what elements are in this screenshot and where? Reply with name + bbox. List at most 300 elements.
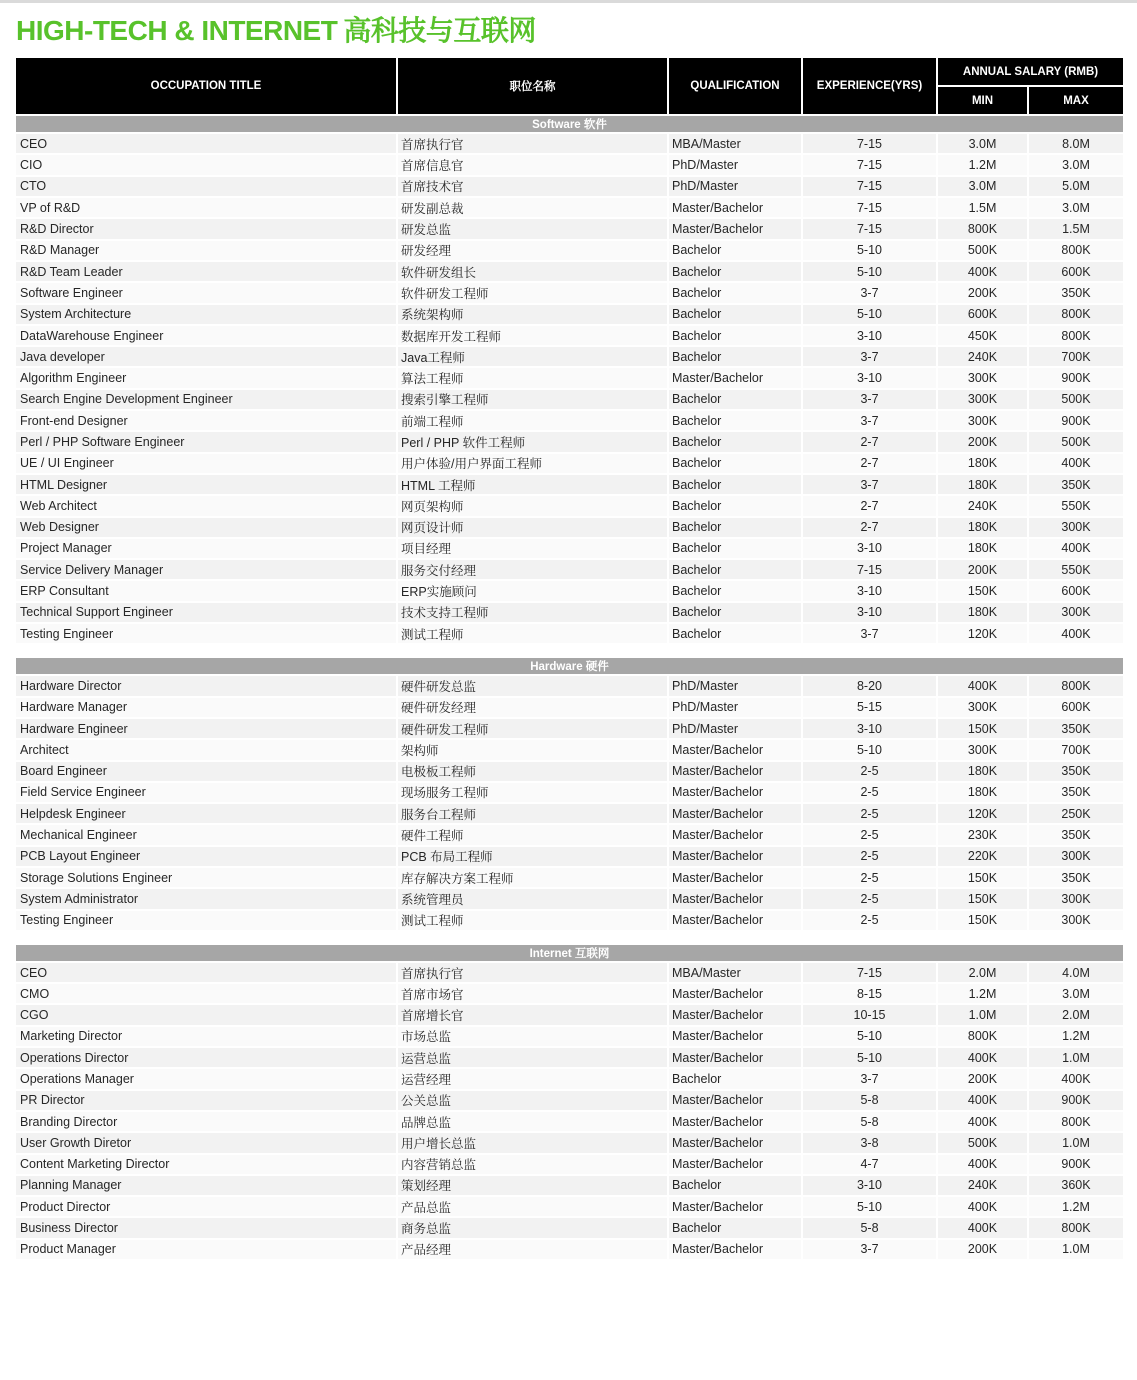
max-salary-cell: 800K (1028, 325, 1124, 346)
salary-table-body (15, 115, 1124, 1260)
min-salary-cell: 200K (937, 1068, 1028, 1089)
table-row (15, 1239, 1124, 1260)
title-zh-cell: 运营总监 (397, 1047, 668, 1068)
experience-cell: 8-15 (802, 983, 937, 1004)
qualification-cell: Master/Bachelor (668, 846, 802, 867)
max-salary-cell: 900K (1028, 1090, 1124, 1111)
title-zh-cell: 运营经理 (397, 1068, 668, 1089)
table-row (15, 888, 1124, 909)
title-zh-cell: 服务交付经理 (397, 559, 668, 580)
max-salary-cell: 400K (1028, 538, 1124, 559)
min-salary-cell: 180K (937, 761, 1028, 782)
title-zh-cell: 电极板工程师 (397, 761, 668, 782)
title-zh-cell: 技术支持工程师 (397, 602, 668, 623)
min-salary-cell: 300K (937, 410, 1028, 431)
experience-cell: 2-5 (802, 824, 937, 845)
table-row (15, 453, 1124, 474)
experience-cell: 3-10 (802, 580, 937, 601)
table-row (15, 675, 1124, 696)
table-row (15, 1090, 1124, 1111)
table-row (15, 580, 1124, 601)
min-salary-cell: 220K (937, 846, 1028, 867)
max-salary-cell: 1.2M (1028, 1026, 1124, 1047)
max-salary-cell: 300K (1028, 888, 1124, 909)
table-row (15, 803, 1124, 824)
min-salary-cell: 400K (937, 1196, 1028, 1217)
title-zh-cell: 内容营销总监 (397, 1154, 668, 1175)
occupation-title-cell: Web Architect (15, 495, 397, 516)
qualification-cell: Master/Bachelor (668, 761, 802, 782)
occupation-title-cell: ERP Consultant (15, 580, 397, 601)
qualification-cell: Bachelor (668, 1217, 802, 1238)
qualification-cell: Bachelor (668, 559, 802, 580)
title-zh-cell: PCB 布局工程师 (397, 846, 668, 867)
title-zh-cell: 硬件工程师 (397, 824, 668, 845)
qualification-cell: PhD/Master (668, 675, 802, 696)
page-title (16, 15, 1137, 47)
experience-cell: 3-7 (802, 623, 937, 644)
header-occupation-title: OCCUPATION TITLE (15, 57, 397, 115)
table-row (15, 410, 1124, 431)
occupation-title-cell: HTML Designer (15, 474, 397, 495)
min-salary-cell: 200K (937, 1239, 1028, 1260)
table-row (15, 474, 1124, 495)
occupation-title-cell: Storage Solutions Engineer (15, 867, 397, 888)
title-zh-cell: 测试工程师 (397, 910, 668, 931)
table-row (15, 867, 1124, 888)
header-qualification: QUALIFICATION (668, 57, 802, 115)
experience-cell: 2-5 (802, 910, 937, 931)
qualification-cell: Master/Bachelor (668, 888, 802, 909)
occupation-title-cell: Hardware Director (15, 675, 397, 696)
max-salary-cell: 800K (1028, 675, 1124, 696)
experience-cell: 5-10 (802, 739, 937, 760)
section-header-row (15, 115, 1124, 133)
max-salary-cell: 2.0M (1028, 1004, 1124, 1025)
experience-cell: 3-7 (802, 410, 937, 431)
max-salary-cell: 250K (1028, 803, 1124, 824)
experience-cell: 2-7 (802, 495, 937, 516)
min-salary-cell: 2.0M (937, 962, 1028, 983)
occupation-title-cell: Board Engineer (15, 761, 397, 782)
occupation-title-cell: System Administrator (15, 888, 397, 909)
experience-cell: 10-15 (802, 1004, 937, 1025)
min-salary-cell: 150K (937, 888, 1028, 909)
occupation-title-cell: Java developer (15, 346, 397, 367)
experience-cell: 3-10 (802, 538, 937, 559)
min-salary-cell: 400K (937, 1090, 1028, 1111)
occupation-title-cell: CEO (15, 133, 397, 154)
max-salary-cell: 400K (1028, 1068, 1124, 1089)
experience-cell: 3-8 (802, 1132, 937, 1153)
title-zh-cell: 网页设计师 (397, 517, 668, 538)
qualification-cell: Master/Bachelor (668, 824, 802, 845)
qualification-cell: PhD/Master (668, 697, 802, 718)
table-header (15, 57, 1124, 115)
min-salary-cell: 1.0M (937, 1004, 1028, 1025)
table-row (15, 197, 1124, 218)
qualification-cell: Bachelor (668, 240, 802, 261)
experience-cell: 2-7 (802, 453, 937, 474)
qualification-cell: Master/Bachelor (668, 1196, 802, 1217)
qualification-cell: Bachelor (668, 410, 802, 431)
occupation-title-cell: Project Manager (15, 538, 397, 559)
qualification-cell: Master/Bachelor (668, 739, 802, 760)
occupation-title-cell: R&D Team Leader (15, 261, 397, 282)
min-salary-cell: 3.0M (937, 176, 1028, 197)
min-salary-cell: 400K (937, 675, 1028, 696)
max-salary-cell: 350K (1028, 782, 1124, 803)
qualification-cell: Bachelor (668, 261, 802, 282)
max-salary-cell: 350K (1028, 867, 1124, 888)
experience-cell: 3-7 (802, 474, 937, 495)
experience-cell: 5-10 (802, 240, 937, 261)
occupation-title-cell: VP of R&D (15, 197, 397, 218)
table-row (15, 495, 1124, 516)
experience-cell: 7-15 (802, 962, 937, 983)
table-row (15, 367, 1124, 388)
min-salary-cell: 800K (937, 1026, 1028, 1047)
table-row (15, 133, 1124, 154)
section-header-row (15, 944, 1124, 962)
title-zh-cell: Java工程师 (397, 346, 668, 367)
min-salary-cell: 500K (937, 1132, 1028, 1153)
experience-cell: 2-7 (802, 517, 937, 538)
section-label: Internet 互联网 (15, 944, 1124, 962)
title-zh-cell: ERP实施顾问 (397, 580, 668, 601)
table-row (15, 559, 1124, 580)
min-salary-cell: 3.0M (937, 133, 1028, 154)
table-row (15, 1175, 1124, 1196)
experience-cell: 5-10 (802, 304, 937, 325)
max-salary-cell: 1.5M (1028, 218, 1124, 239)
table-row (15, 282, 1124, 303)
title-zh-cell: 服务台工程师 (397, 803, 668, 824)
occupation-title-cell: Web Designer (15, 517, 397, 538)
occupation-title-cell: Operations Director (15, 1047, 397, 1068)
min-salary-cell: 300K (937, 697, 1028, 718)
experience-cell: 3-10 (802, 718, 937, 739)
title-zh-cell: 系统架构师 (397, 304, 668, 325)
title-zh-cell: 数据库开发工程师 (397, 325, 668, 346)
qualification-cell: Bachelor (668, 1068, 802, 1089)
title-zh-cell: 研发副总裁 (397, 197, 668, 218)
min-salary-cell: 1.2M (937, 983, 1028, 1004)
experience-cell: 7-15 (802, 133, 937, 154)
section-spacer (15, 931, 1124, 944)
experience-cell: 3-10 (802, 325, 937, 346)
experience-cell: 2-5 (802, 888, 937, 909)
table-row (15, 176, 1124, 197)
experience-cell: 7-15 (802, 176, 937, 197)
occupation-title-cell: Operations Manager (15, 1068, 397, 1089)
qualification-cell: Master/Bachelor (668, 782, 802, 803)
header-min: MIN (937, 86, 1028, 115)
min-salary-cell: 120K (937, 803, 1028, 824)
title-zh-cell: 架构师 (397, 739, 668, 760)
min-salary-cell: 300K (937, 367, 1028, 388)
max-salary-cell: 400K (1028, 453, 1124, 474)
min-salary-cell: 1.5M (937, 197, 1028, 218)
title-zh-cell: HTML 工程师 (397, 474, 668, 495)
max-salary-cell: 8.0M (1028, 133, 1124, 154)
min-salary-cell: 180K (937, 602, 1028, 623)
occupation-title-cell: CGO (15, 1004, 397, 1025)
max-salary-cell: 600K (1028, 580, 1124, 601)
qualification-cell: Master/Bachelor (668, 1154, 802, 1175)
experience-cell: 3-7 (802, 1068, 937, 1089)
max-salary-cell: 5.0M (1028, 176, 1124, 197)
min-salary-cell: 150K (937, 867, 1028, 888)
title-zh-cell: 首席信息官 (397, 154, 668, 175)
max-salary-cell: 800K (1028, 1217, 1124, 1238)
occupation-title-cell: Helpdesk Engineer (15, 803, 397, 824)
header-max: MAX (1028, 86, 1124, 115)
max-salary-cell: 360K (1028, 1175, 1124, 1196)
min-salary-cell: 400K (937, 261, 1028, 282)
experience-cell: 2-7 (802, 431, 937, 452)
experience-cell: 3-7 (802, 282, 937, 303)
table-row (15, 983, 1124, 1004)
table-row (15, 154, 1124, 175)
min-salary-cell: 800K (937, 218, 1028, 239)
qualification-cell: PhD/Master (668, 718, 802, 739)
title-zh-cell: 研发经理 (397, 240, 668, 261)
title-zh-cell: 首席市场官 (397, 983, 668, 1004)
table-row (15, 1217, 1124, 1238)
page-title-en: HIGH-TECH & INTERNET (16, 15, 338, 46)
occupation-title-cell: Content Marketing Director (15, 1154, 397, 1175)
table-row (15, 1132, 1124, 1153)
max-salary-cell: 3.0M (1028, 197, 1124, 218)
occupation-title-cell: CIO (15, 154, 397, 175)
occupation-title-cell: Testing Engineer (15, 910, 397, 931)
min-salary-cell: 120K (937, 623, 1028, 644)
experience-cell: 2-5 (802, 867, 937, 888)
max-salary-cell: 600K (1028, 261, 1124, 282)
title-zh-cell: 首席执行官 (397, 962, 668, 983)
qualification-cell: Master/Bachelor (668, 367, 802, 388)
qualification-cell: Master/Bachelor (668, 1047, 802, 1068)
table-row (15, 824, 1124, 845)
experience-cell: 5-8 (802, 1217, 937, 1238)
occupation-title-cell: Business Director (15, 1217, 397, 1238)
max-salary-cell: 800K (1028, 304, 1124, 325)
table-row (15, 761, 1124, 782)
table-row (15, 602, 1124, 623)
title-zh-cell: 策划经理 (397, 1175, 668, 1196)
experience-cell: 3-10 (802, 602, 937, 623)
qualification-cell: Bachelor (668, 517, 802, 538)
table-row (15, 261, 1124, 282)
occupation-title-cell: Testing Engineer (15, 623, 397, 644)
min-salary-cell: 300K (937, 739, 1028, 760)
occupation-title-cell: DataWarehouse Engineer (15, 325, 397, 346)
table-row (15, 431, 1124, 452)
occupation-title-cell: Technical Support Engineer (15, 602, 397, 623)
occupation-title-cell: Planning Manager (15, 1175, 397, 1196)
title-zh-cell: 测试工程师 (397, 623, 668, 644)
max-salary-cell: 300K (1028, 910, 1124, 931)
table-row (15, 697, 1124, 718)
occupation-title-cell: Software Engineer (15, 282, 397, 303)
experience-cell: 5-8 (802, 1090, 937, 1111)
min-salary-cell: 180K (937, 782, 1028, 803)
max-salary-cell: 350K (1028, 282, 1124, 303)
occupation-title-cell: PCB Layout Engineer (15, 846, 397, 867)
qualification-cell: Master/Bachelor (668, 1132, 802, 1153)
title-zh-cell: 搜索引擎工程师 (397, 389, 668, 410)
occupation-title-cell: R&D Director (15, 218, 397, 239)
occupation-title-cell: CEO (15, 962, 397, 983)
min-salary-cell: 230K (937, 824, 1028, 845)
experience-cell: 5-10 (802, 1047, 937, 1068)
occupation-title-cell: UE / UI Engineer (15, 453, 397, 474)
min-salary-cell: 150K (937, 718, 1028, 739)
table-row (15, 1068, 1124, 1089)
occupation-title-cell: Field Service Engineer (15, 782, 397, 803)
qualification-cell: Master/Bachelor (668, 1026, 802, 1047)
qualification-cell: Master/Bachelor (668, 910, 802, 931)
title-zh-cell: 首席执行官 (397, 133, 668, 154)
title-zh-cell: 研发总监 (397, 218, 668, 239)
max-salary-cell: 800K (1028, 240, 1124, 261)
min-salary-cell: 200K (937, 282, 1028, 303)
max-salary-cell: 500K (1028, 431, 1124, 452)
table-row (15, 962, 1124, 983)
experience-cell: 3-10 (802, 367, 937, 388)
min-salary-cell: 180K (937, 538, 1028, 559)
qualification-cell: Master/Bachelor (668, 218, 802, 239)
max-salary-cell: 350K (1028, 718, 1124, 739)
qualification-cell: Master/Bachelor (668, 1004, 802, 1025)
max-salary-cell: 900K (1028, 1154, 1124, 1175)
min-salary-cell: 1.2M (937, 154, 1028, 175)
min-salary-cell: 450K (937, 325, 1028, 346)
max-salary-cell: 3.0M (1028, 154, 1124, 175)
title-zh-cell: 软件研发组长 (397, 261, 668, 282)
title-zh-cell: 库存解决方案工程师 (397, 867, 668, 888)
occupation-title-cell: Service Delivery Manager (15, 559, 397, 580)
title-zh-cell: 算法工程师 (397, 367, 668, 388)
qualification-cell: Master/Bachelor (668, 1239, 802, 1260)
experience-cell: 3-7 (802, 346, 937, 367)
occupation-title-cell: CTO (15, 176, 397, 197)
header-experience: EXPERIENCE(YRS) (802, 57, 937, 115)
qualification-cell: MBA/Master (668, 962, 802, 983)
qualification-cell: Master/Bachelor (668, 867, 802, 888)
experience-cell: 2-5 (802, 782, 937, 803)
min-salary-cell: 400K (937, 1111, 1028, 1132)
max-salary-cell: 600K (1028, 697, 1124, 718)
section-header-row (15, 657, 1124, 675)
occupation-title-cell: Front-end Designer (15, 410, 397, 431)
min-salary-cell: 400K (937, 1154, 1028, 1175)
title-zh-cell: 公关总监 (397, 1090, 668, 1111)
max-salary-cell: 350K (1028, 761, 1124, 782)
max-salary-cell: 800K (1028, 1111, 1124, 1132)
table-row (15, 304, 1124, 325)
title-zh-cell: 硬件研发经理 (397, 697, 668, 718)
occupation-title-cell: R&D Manager (15, 240, 397, 261)
experience-cell: 4-7 (802, 1154, 937, 1175)
table-row (15, 782, 1124, 803)
table-row (15, 1154, 1124, 1175)
experience-cell: 3-7 (802, 1239, 937, 1260)
qualification-cell: Bachelor (668, 474, 802, 495)
experience-cell: 5-15 (802, 697, 937, 718)
experience-cell: 5-10 (802, 261, 937, 282)
title-zh-cell: 前端工程师 (397, 410, 668, 431)
title-zh-cell: 网页架构师 (397, 495, 668, 516)
qualification-cell: Bachelor (668, 431, 802, 452)
experience-cell: 7-15 (802, 559, 937, 580)
min-salary-cell: 180K (937, 517, 1028, 538)
experience-cell: 7-15 (802, 154, 937, 175)
table-row (15, 325, 1124, 346)
title-zh-cell: 用户增长总监 (397, 1132, 668, 1153)
max-salary-cell: 1.0M (1028, 1132, 1124, 1153)
title-zh-cell: Perl / PHP 软件工程师 (397, 431, 668, 452)
min-salary-cell: 240K (937, 346, 1028, 367)
max-salary-cell: 550K (1028, 495, 1124, 516)
experience-cell: 8-20 (802, 675, 937, 696)
qualification-cell: Bachelor (668, 453, 802, 474)
qualification-cell: MBA/Master (668, 133, 802, 154)
title-zh-cell: 商务总监 (397, 1217, 668, 1238)
max-salary-cell: 3.0M (1028, 983, 1124, 1004)
header-title-zh: 职位名称 (397, 57, 668, 115)
table-row (15, 346, 1124, 367)
table-row (15, 517, 1124, 538)
max-salary-cell: 1.0M (1028, 1239, 1124, 1260)
experience-cell: 3-7 (802, 389, 937, 410)
max-salary-cell: 500K (1028, 389, 1124, 410)
min-salary-cell: 600K (937, 304, 1028, 325)
occupation-title-cell: Product Manager (15, 1239, 397, 1260)
table-row (15, 1004, 1124, 1025)
min-salary-cell: 180K (937, 453, 1028, 474)
min-salary-cell: 400K (937, 1217, 1028, 1238)
table-row (15, 846, 1124, 867)
max-salary-cell: 350K (1028, 474, 1124, 495)
qualification-cell: Bachelor (668, 282, 802, 303)
title-zh-cell: 首席技术官 (397, 176, 668, 197)
max-salary-cell: 300K (1028, 846, 1124, 867)
max-salary-cell: 4.0M (1028, 962, 1124, 983)
table-row (15, 739, 1124, 760)
salary-table (14, 56, 1125, 1261)
qualification-cell: Bachelor (668, 623, 802, 644)
occupation-title-cell: Architect (15, 739, 397, 760)
table-row (15, 1026, 1124, 1047)
max-salary-cell: 1.2M (1028, 1196, 1124, 1217)
min-salary-cell: 500K (937, 240, 1028, 261)
min-salary-cell: 200K (937, 559, 1028, 580)
title-zh-cell: 品牌总监 (397, 1111, 668, 1132)
occupation-title-cell: Marketing Director (15, 1026, 397, 1047)
max-salary-cell: 550K (1028, 559, 1124, 580)
max-salary-cell: 700K (1028, 346, 1124, 367)
max-salary-cell: 350K (1028, 824, 1124, 845)
qualification-cell: Master/Bachelor (668, 1111, 802, 1132)
min-salary-cell: 150K (937, 580, 1028, 601)
max-salary-cell: 300K (1028, 602, 1124, 623)
qualification-cell: Bachelor (668, 495, 802, 516)
occupation-title-cell: Search Engine Development Engineer (15, 389, 397, 410)
experience-cell: 7-15 (802, 218, 937, 239)
occupation-title-cell: System Architecture (15, 304, 397, 325)
